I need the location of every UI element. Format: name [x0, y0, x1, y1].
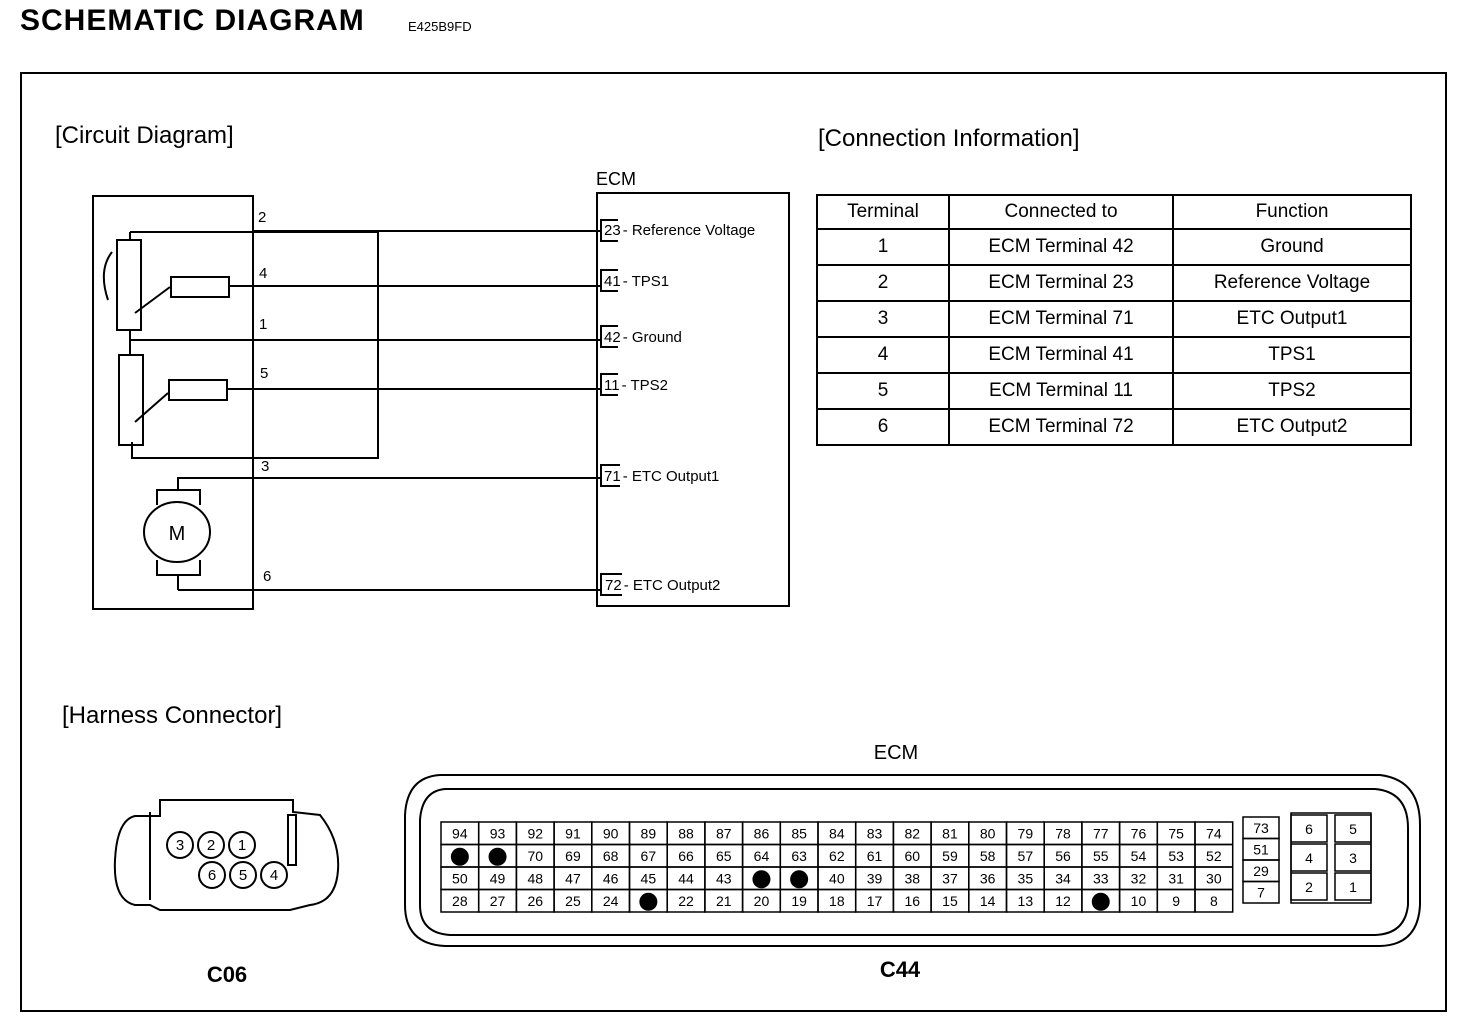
pin-label: 3: [261, 458, 270, 475]
c44-pin-number: 33: [1092, 870, 1109, 887]
c44-pin-number: 17: [866, 892, 883, 909]
c44-pin-number: 69: [565, 847, 581, 864]
c44-pin-number: 31: [1168, 870, 1184, 887]
ecm-terminal-41: 41 - TPS1: [604, 273, 670, 290]
ecm-terminal-71: 71 - ETC Output1: [604, 468, 720, 485]
table-cell: 3: [817, 301, 949, 337]
c44-pin-number: 87: [715, 825, 732, 842]
sensor-element-1: [171, 277, 229, 297]
c44-pin-number: 51: [1253, 841, 1269, 858]
table-cell: ECM Terminal 11: [949, 373, 1173, 409]
c44-pin-number: 46: [602, 870, 619, 887]
c44-pin-number: 6: [1305, 821, 1313, 837]
c44-pin-number: 75: [1168, 825, 1184, 842]
c44-pin-number: 92: [527, 825, 544, 842]
table-cell: ECM Terminal 23: [949, 265, 1173, 301]
c44-pin-number: 68: [602, 847, 619, 864]
c06-pins: [167, 832, 287, 888]
c44-pin-number: 26: [527, 892, 544, 909]
c44-pin-number: 73: [1253, 820, 1269, 836]
c44-pin-number: 52: [1206, 847, 1222, 864]
c44-pin-number: 54: [1130, 847, 1147, 864]
table-cell: ETC Output1: [1173, 301, 1411, 337]
c44-pin-number: 49: [489, 870, 506, 887]
c44-pin-number: 53: [1168, 847, 1184, 864]
c44-pin-number: 94: [452, 825, 468, 842]
c44-pin-number: 60: [904, 847, 921, 864]
table-cell: Ground: [1173, 229, 1411, 265]
table-cell: TPS1: [1173, 337, 1411, 373]
table-cell: TPS2: [1173, 373, 1411, 409]
c44-pin-number: 18: [829, 892, 845, 909]
c44-pin-number: 16: [904, 892, 921, 909]
c44-pin-number: 1: [1349, 879, 1357, 895]
c06-pin-number: 2: [206, 837, 216, 854]
c44-pin-number: 62: [829, 847, 845, 864]
circuit-diagram-heading: [Circuit Diagram]: [55, 122, 234, 149]
c44-pin-number: 88: [678, 825, 694, 842]
wiper-arrow-2: [135, 393, 168, 422]
ecm-connector-label: ECM: [873, 742, 919, 764]
sensor-element-2: [169, 380, 227, 400]
c44-small-block: [1291, 813, 1371, 903]
c44-pin-number: 74: [1206, 825, 1222, 842]
c44-pin-number: 91: [565, 825, 581, 842]
c44-pin-number: 12: [1055, 892, 1071, 909]
c44-pin-number: 10: [1130, 892, 1147, 909]
ecm-terminal-11: 11 - TPS2: [604, 377, 668, 394]
c44-pin-number: 19: [791, 892, 807, 909]
table-cell: ECM Terminal 42: [949, 229, 1173, 265]
c44-blank-pin-dot: [752, 870, 770, 888]
ecm-label: ECM: [596, 169, 636, 189]
c44-blank-pin-dot: [1092, 893, 1110, 911]
c44-pin-number: 28: [452, 892, 468, 909]
c44-pin-number: 38: [904, 870, 921, 887]
pin-label: 6: [263, 568, 272, 585]
table-cell: ETC Output2: [1173, 409, 1411, 445]
table-cell: 2: [817, 265, 949, 301]
table-row: [817, 373, 1411, 409]
c44-pin-number: 59: [942, 847, 958, 864]
c44-pin-number: 7: [1257, 884, 1265, 901]
c44-pin-number: 81: [942, 825, 958, 842]
c44-pin-number: 45: [640, 870, 657, 887]
table-cell: 1: [817, 229, 949, 265]
c06-pin-number: 6: [207, 867, 217, 884]
c44-pin-number: 27: [489, 892, 506, 909]
table-cell: 6: [817, 409, 949, 445]
c44-pin-number: 15: [942, 892, 958, 909]
c44-pin-number: 58: [979, 847, 996, 864]
connection-table: [816, 194, 1412, 446]
c44-pin-number: 78: [1055, 825, 1071, 842]
c44-pin-number: 82: [904, 825, 921, 842]
c44-blank-pin-dot: [451, 848, 469, 866]
table-row: [817, 265, 1411, 301]
c44-pin-number: 22: [678, 892, 694, 909]
c44-pin-number: 48: [527, 870, 544, 887]
c44-pin-number: 39: [866, 870, 883, 887]
c44-pin-number: 67: [640, 847, 657, 864]
c44-pin-number: 36: [979, 870, 996, 887]
table-row: [817, 337, 1411, 373]
c44-pin-number: 89: [640, 825, 657, 842]
document-code: E425B9FD: [408, 19, 472, 34]
table-header-row: [817, 195, 1411, 229]
c44-pin-number: 70: [527, 847, 544, 864]
c44-pin-number: 2: [1305, 879, 1313, 895]
c44-pin-number: 47: [565, 870, 581, 887]
c06-pin-number: 5: [238, 867, 248, 884]
c44-blank-pin-dot: [639, 893, 657, 911]
c44-pin-number: 14: [979, 892, 996, 909]
c06-pin-number: 1: [237, 837, 247, 854]
ecm-terminal-23: 23 - Reference Voltage: [604, 222, 756, 239]
c44-pin-number: 8: [1209, 892, 1218, 909]
c44-pin-number: 56: [1055, 847, 1071, 864]
table-cell: ECM Terminal 41: [949, 337, 1173, 373]
c44-pin-number: 90: [602, 825, 619, 842]
page-title: SCHEMATIC DIAGRAM: [20, 4, 365, 37]
c44-pin-number: 80: [979, 825, 996, 842]
c44-pin-number: 40: [829, 870, 845, 887]
table-row: [817, 301, 1411, 337]
ecm-terminal-42: 42 - Ground: [604, 329, 682, 346]
c44-pin-number: 34: [1055, 870, 1071, 887]
c44-pin-number: 35: [1017, 870, 1034, 887]
column-header: Function: [1173, 195, 1411, 229]
c44-pin-number: 3: [1349, 850, 1357, 866]
c44-blank-pin-dot: [790, 870, 808, 888]
c44-blank-pin-dot: [489, 848, 507, 866]
c06-pin-number: 3: [175, 837, 185, 854]
ecm-terminal-72: 72 - ETC Output2: [605, 577, 721, 594]
c44-pin-number: 32: [1130, 870, 1147, 887]
c06-pin-number: 4: [269, 867, 279, 884]
table-cell: 5: [817, 373, 949, 409]
table-row: [817, 409, 1411, 445]
c44-pin-number: 44: [678, 870, 694, 887]
c44-pin-number: 85: [791, 825, 807, 842]
pin-label: 5: [260, 365, 269, 382]
rotation-arrow: [104, 252, 112, 300]
c44-pin-number: 4: [1305, 850, 1313, 866]
c44-pin-number: 5: [1349, 821, 1357, 837]
harness-connector-heading: [Harness Connector]: [62, 702, 283, 729]
c06-name: C06: [206, 962, 248, 987]
pin-label: 4: [259, 265, 268, 282]
pin-labels: [258, 209, 271, 585]
table-cell: Reference Voltage: [1173, 265, 1411, 301]
c44-pin-number: 55: [1092, 847, 1109, 864]
c44-pin-number: 13: [1017, 892, 1034, 909]
column-header: Connected to: [949, 195, 1173, 229]
c06-connector: [115, 800, 338, 910]
c44-pin-number: 25: [565, 892, 581, 909]
potentiometer-1: [117, 240, 141, 330]
c44-pin-number: 21: [715, 892, 732, 909]
c44-pin-number: 93: [489, 825, 506, 842]
c44-pin-number: 9: [1172, 892, 1181, 909]
c44-pin-number: 61: [866, 847, 883, 864]
table-cell: 4: [817, 337, 949, 373]
c44-pin-number: 64: [753, 847, 770, 864]
c44-pin-number: 66: [678, 847, 694, 864]
potentiometer-2: [119, 355, 143, 445]
ecm-box: [597, 193, 789, 606]
column-header: Terminal: [817, 195, 949, 229]
c44-pin-number: 24: [602, 892, 619, 909]
connection-info-heading: [Connection Information]: [818, 125, 1080, 152]
c44-pin-number: 57: [1017, 847, 1034, 864]
c44-pin-number: 63: [791, 847, 807, 864]
pin-label: 1: [259, 316, 268, 333]
c44-pin-grid: [441, 813, 1371, 912]
table-cell: ECM Terminal 72: [949, 409, 1173, 445]
c44-pin-number: 43: [715, 870, 732, 887]
c44-pin-number: 77: [1092, 825, 1109, 842]
table-cell: ECM Terminal 71: [949, 301, 1173, 337]
table-row: [817, 229, 1411, 265]
c44-pin-number: 83: [866, 825, 883, 842]
c44-pin-number: 50: [452, 870, 468, 887]
c44-pin-number: 30: [1206, 870, 1222, 887]
c44-pin-number: 65: [715, 847, 732, 864]
c44-pin-number: 37: [942, 870, 958, 887]
c44-pin-number: 79: [1017, 825, 1034, 842]
c44-name: C44: [879, 957, 921, 982]
motor-label: M: [168, 523, 186, 545]
c44-pin-number: 20: [753, 892, 770, 909]
c44-pin-number: 29: [1253, 863, 1269, 879]
c44-pin-number: 84: [829, 825, 845, 842]
c44-pin-number: 86: [753, 825, 770, 842]
pin-label: 2: [258, 209, 267, 226]
c44-pin-number: 76: [1130, 825, 1147, 842]
